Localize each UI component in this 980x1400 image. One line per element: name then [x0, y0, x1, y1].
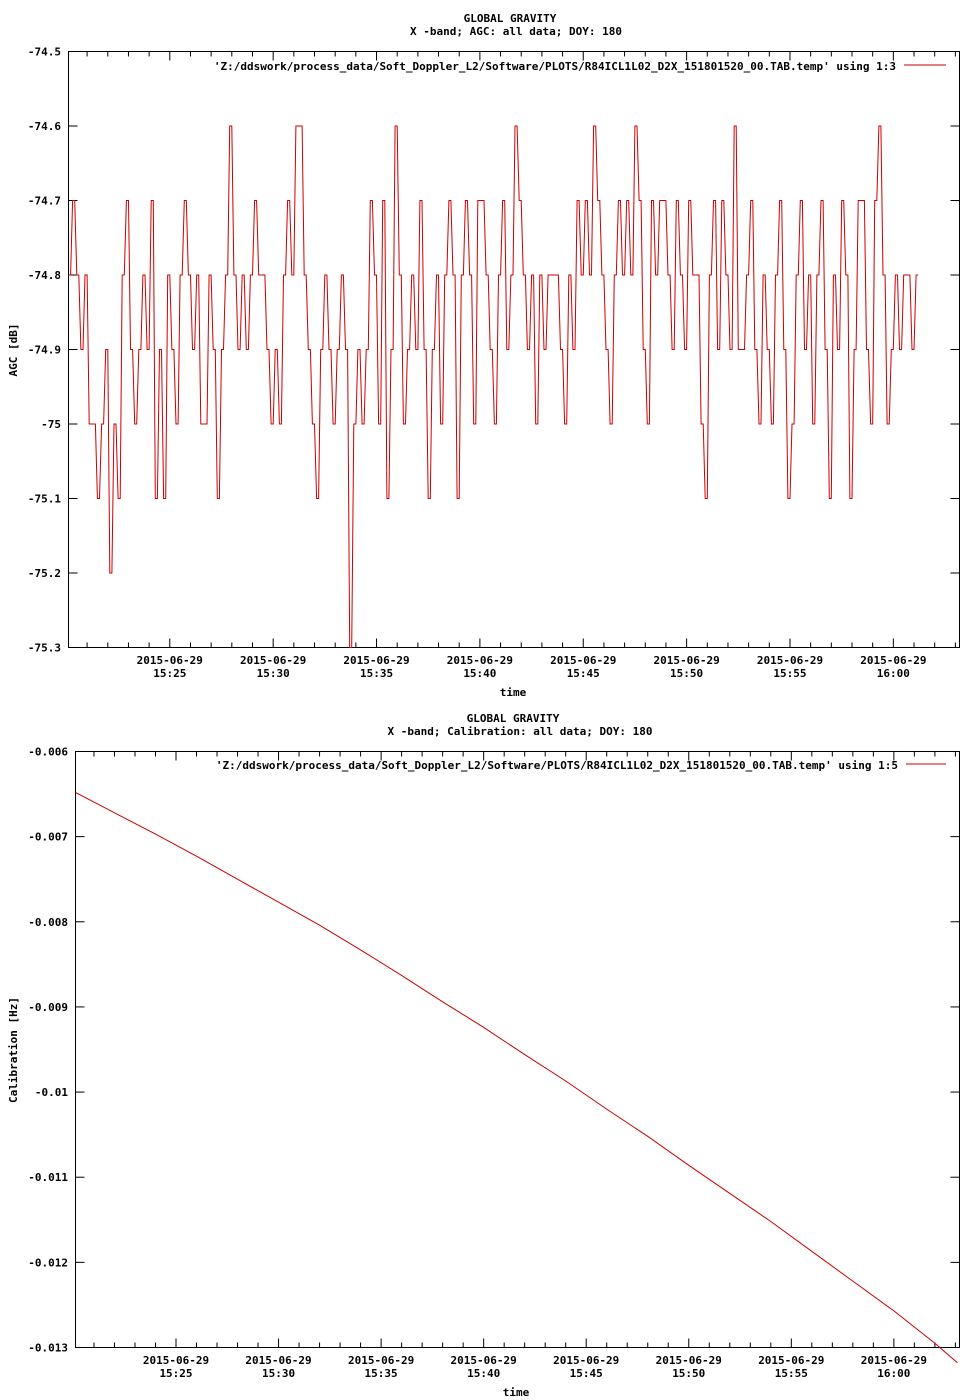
calibration-x-tick-date: 2015-06-29 [655, 1354, 722, 1367]
agc-x-tick-date: 2015-06-29 [136, 654, 203, 667]
calibration-y-tick-label: -0.012 [28, 1256, 68, 1270]
agc-legend [214, 60, 946, 73]
agc-y-tick-label: -75.3 [27, 641, 61, 655]
agc-x-tick-date: 2015-06-29 [343, 654, 410, 667]
calibration-y-axis-label: Calibration [Hz] [7, 997, 20, 1103]
calibration-x-tick-date: 2015-06-29 [245, 1354, 312, 1367]
calibration-y-tick-label: -0.006 [28, 745, 68, 759]
calibration-x-ticks [94, 752, 955, 1381]
calibration-chart-subtitle: X -band; Calibration: all data; DOY: 180 [387, 725, 653, 738]
calibration-y-tick-label: -0.007 [28, 830, 68, 844]
calibration-x-tick-time: 16:00 [877, 1367, 911, 1380]
calibration-series-line [76, 792, 958, 1362]
agc-x-tick-date: 2015-06-29 [240, 654, 307, 667]
agc-y-tick-label: -74.7 [27, 194, 61, 208]
agc-y-tick-label: -75.1 [27, 492, 61, 506]
agc-x-tick-date: 2015-06-29 [860, 654, 927, 667]
agc-y-axis-label: AGC [dB] [7, 323, 20, 377]
calibration-x-tick-date: 2015-06-29 [553, 1354, 620, 1367]
calibration-x-tick-time: 15:40 [467, 1367, 501, 1380]
agc-x-tick-time: 15:35 [359, 667, 394, 680]
agc-y-tick-label: -75.2 [27, 567, 61, 580]
calibration-legend-label: 'Z:/ddswork/process_data/Soft_Doppler_L2/Software/PLOTS/R84ICL1L02_D2X_151801520_00.TAB.temp' using 1:5 [215, 759, 898, 772]
calibration-x-tick-date: 2015-06-29 [450, 1354, 517, 1367]
agc-chart-subtitle: X -band; AGC: all data; DOY: 180 [410, 25, 622, 38]
agc-x-tick-date: 2015-06-29 [653, 654, 720, 667]
calibration-x-tick-date: 2015-06-29 [860, 1354, 927, 1367]
calibration-y-tick-label: -0.008 [28, 915, 68, 929]
calibration-legend [216, 759, 946, 772]
agc-x-tick-time: 15:40 [463, 667, 497, 680]
calibration-x-tick-time: 15:35 [364, 1367, 398, 1380]
agc-y-tick-label: -74.5 [27, 45, 61, 59]
calibration-x-tick-time: 15:45 [569, 1367, 603, 1380]
agc-x-tick-time: 15:55 [773, 667, 807, 680]
agc-chart-title: GLOBAL GRAVITY [463, 12, 557, 25]
calibration-x-tick-date: 2015-06-29 [758, 1354, 825, 1367]
agc-y-tick-label: -74.8 [27, 269, 61, 282]
agc-x-tick-date: 2015-06-29 [756, 654, 824, 667]
agc-x-ticks [87, 52, 955, 681]
calibration-chart-title: GLOBAL GRAVITY [466, 712, 560, 725]
calibration-y-tick-label: -0.01 [34, 1086, 68, 1100]
agc-series-line [69, 126, 919, 648]
agc-y-tick-label: -74.9 [27, 343, 61, 357]
calibration-y-tick-label: -0.011 [28, 1171, 68, 1185]
calibration-chart [7, 712, 960, 1399]
calibration-x-axis-label: time [502, 1386, 530, 1399]
calibration-y-ticks [28, 746, 959, 1355]
agc-x-tick-time: 15:25 [153, 667, 187, 680]
calibration-y-tick-label: -0.013 [28, 1341, 68, 1355]
agc-x-tick-time: 15:30 [256, 667, 290, 680]
calibration-x-tick-date: 2015-06-29 [142, 1354, 210, 1367]
calibration-x-tick-time: 15:55 [774, 1367, 808, 1380]
agc-legend-label: 'Z:/ddswork/process_data/Soft_Doppler_L2/Software/PLOTS/R84ICL1L02_D2X_151801520_00.TAB.temp' using 1:3 [213, 60, 896, 73]
agc-x-tick-date: 2015-06-29 [446, 654, 514, 667]
agc-x-tick-time: 16:00 [876, 667, 910, 680]
calibration-x-tick-date: 2015-06-29 [347, 1354, 415, 1367]
calibration-x-tick-time: 15:30 [261, 1367, 296, 1380]
agc-x-tick-time: 15:45 [566, 667, 600, 680]
agc-x-axis-label: time [499, 686, 527, 699]
calibration-x-tick-time: 15:50 [672, 1367, 706, 1380]
calibration-y-tick-label: -0.009 [28, 1000, 68, 1014]
agc-x-tick-date: 2015-06-29 [550, 654, 617, 667]
agc-x-tick-time: 15:50 [670, 667, 704, 680]
agc-y-tick-label: -75 [41, 418, 61, 431]
agc-y-tick-label: -74.6 [27, 120, 61, 133]
agc-chart [7, 12, 960, 699]
agc-y-ticks [28, 46, 960, 655]
calibration-x-tick-time: 15:25 [159, 1367, 193, 1380]
